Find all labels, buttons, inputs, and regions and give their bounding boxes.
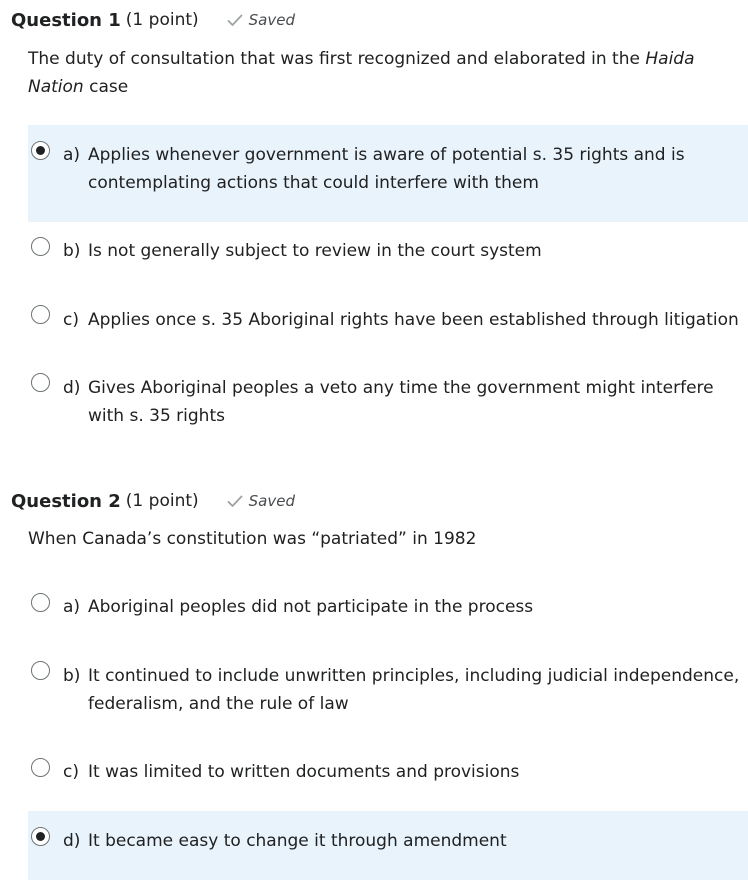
- radio-button[interactable]: [31, 305, 50, 324]
- radio-button[interactable]: [31, 593, 50, 612]
- option-text: It continued to include unwritten principles, including judicial independence, federalism, and the rule of law: [88, 666, 740, 714]
- question-points: (1 point): [125, 10, 199, 30]
- option-a[interactable]: [28, 125, 748, 222]
- saved-status: [227, 492, 295, 510]
- option-a[interactable]: [28, 578, 748, 638]
- question-title: Question 2: [11, 490, 121, 512]
- option-letter: d): [63, 378, 81, 398]
- question-header: [11, 489, 295, 513]
- option-c[interactable]: [28, 290, 748, 350]
- radio-button[interactable]: [31, 237, 50, 256]
- radio-button-selected[interactable]: [31, 827, 50, 846]
- option-text: Aboriginal peoples did not participate in the process: [88, 597, 534, 617]
- option-letter: b): [63, 241, 81, 261]
- radio-button[interactable]: [31, 758, 50, 777]
- option-b[interactable]: [28, 222, 748, 282]
- radio-button-selected[interactable]: [31, 141, 50, 160]
- question-header: [11, 8, 295, 32]
- question-prompt: [28, 45, 718, 101]
- checkmark-icon: [227, 14, 243, 27]
- option-letter: a): [63, 145, 81, 165]
- prompt-text: The duty of consultation that was first recognized and elaborated in the: [28, 49, 646, 69]
- radio-button[interactable]: [31, 373, 50, 392]
- saved-label: Saved: [248, 11, 295, 29]
- option-text: It became easy to change it through amendment: [88, 831, 507, 851]
- checkmark-icon: [227, 495, 243, 508]
- saved-status: [227, 11, 295, 29]
- option-letter: c): [63, 310, 79, 330]
- option-letter: a): [63, 597, 81, 617]
- option-text: It was limited to written documents and provisions: [88, 762, 520, 782]
- prompt-case-name: Haida Nation: [28, 49, 695, 97]
- option-d[interactable]: [28, 358, 748, 448]
- question-title: Question 1: [11, 9, 121, 31]
- option-letter: b): [63, 666, 81, 686]
- question-prompt: When Canada’s constitution was “patriated” in 1982: [28, 529, 477, 549]
- option-d[interactable]: [28, 811, 748, 880]
- option-text: Applies once s. 35 Aboriginal rights have been established through litigation: [88, 310, 739, 330]
- radio-dot: [36, 146, 45, 155]
- option-letter: d): [63, 831, 81, 851]
- saved-label: Saved: [248, 492, 295, 510]
- option-b[interactable]: [28, 647, 748, 737]
- radio-button[interactable]: [31, 661, 50, 680]
- option-text: Applies whenever government is aware of potential s. 35 rights and is contemplating actions that could interfere with them: [88, 145, 685, 193]
- option-text: Gives Aboriginal peoples a veto any time the government might interfere with s. 35 rights: [88, 378, 714, 426]
- prompt-text-end: case: [83, 77, 129, 97]
- option-c[interactable]: [28, 744, 748, 804]
- option-letter: c): [63, 762, 79, 782]
- option-text: Is not generally subject to review in the court system: [88, 241, 542, 261]
- radio-dot: [36, 832, 45, 841]
- question-points: (1 point): [125, 491, 199, 511]
